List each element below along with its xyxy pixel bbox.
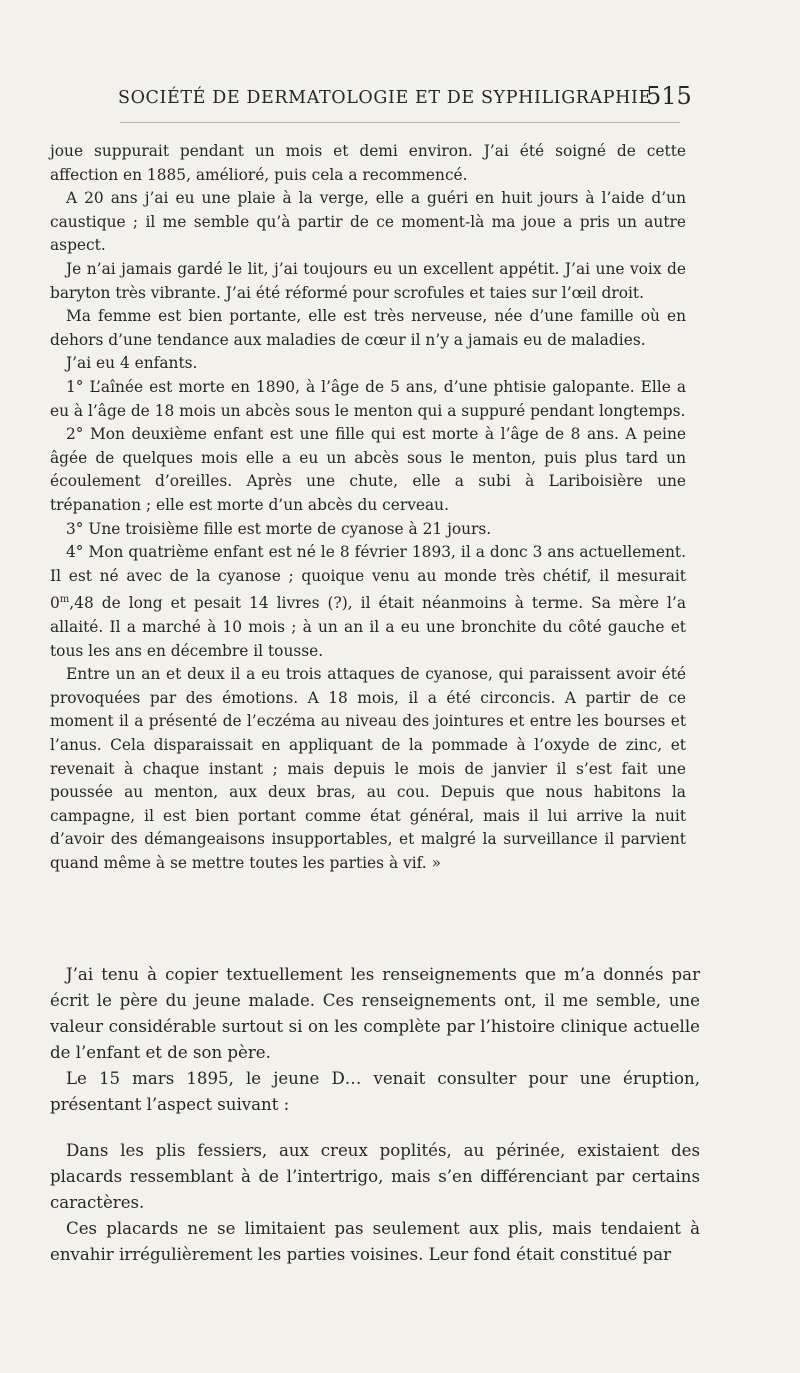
text-run: ,48 de long et pesait 14 livres (?), il était néanmoins à terme. Sa mère l’a allaité. Il a marché à 10 mois ; à un an il a eu une bronchite du côté gauche et tous les ans en décembre il tousse. [50, 594, 686, 660]
page-number: 515 [646, 82, 692, 110]
paragraph: Je n’ai jamais gardé le lit, j’ai toujours eu un excellent appétit. J’ai une voix de baryton très vibrante. J’ai été réformé pour scrofules et taies sur l’œil droit. [50, 259, 686, 302]
unit-superscript: m [59, 594, 70, 606]
paragraph: 3° Une troisième fille est morte de cyanose à 21 jours. [66, 519, 492, 538]
paragraph: Entre un an et deux il a eu trois attaques de cyanose, qui paraissent avoir été provoquées par des émotions. A 18 mois, il a été circoncis. A partir de ce moment il a présenté de l’eczéma au niveau des jointures et entre les bourses et l’anus. Cela disparaissait en appliquant de la pommade à l’oxyde de zinc, et revenait à chaque instant ; mais depuis le mois de janvier il s’est fait une poussée au menton, aux deux bras, au cou. Depuis que nous habitons la campagne, il est bien portant comme état général, mais il lui arrive la nuit d’avoir des démangeaisons insupportables, et malgré la surveillance il parvient quand même à se mettre toutes les parties à vif. » [50, 665, 686, 872]
quoted-letter [50, 140, 686, 876]
running-title: SOCIÉTÉ DE DERMATOLOGIE ET DE SYPHILIGRAPHIE [118, 88, 652, 108]
header-rule [120, 122, 680, 123]
text-run: 4° Mon quatrième enfant est né le 8 février 1893, il a donc 3 ans actuellement. Il est né avec de la cyanose ; quoique venu au monde très chétif, il mesurait 0 [50, 543, 686, 613]
paragraph: J’ai eu 4 enfants. [66, 354, 198, 373]
paragraph: Le 15 mars 1895, le jeune D… venait consulter pour une éruption, présentant l’aspect suivant : [50, 1069, 700, 1114]
paragraph: Dans les plis fessiers, aux creux poplités, au périnée, existaient des placards ressemblant à de l’intertrigo, mais s’en différenciant par certains caractères. [50, 1141, 700, 1212]
page-header [0, 82, 800, 114]
paragraph: Ma femme est bien portante, elle est très nerveuse, née d’une famille où en dehors d’une tendance aux maladies de cœur il n’y a jamais eu de maladies. [50, 307, 686, 349]
paragraph: Ces placards ne se limitaient pas seulement aux plis, mais tendaient à envahir irrégulièrement les parties voisines. Leur fond était constitué par [50, 1219, 700, 1264]
paragraph: J’ai tenu à copier textuellement les renseignements que m’a donnés par écrit le père du jeune malade. Ces renseignements ont, il me semble, une valeur considérable surtout si on les complète par l’histoire clinique actuelle de l’enfant et de son père. [50, 965, 700, 1062]
paragraph: 1° L’aînée est morte en 1890, à l’âge de 5 ans, d’une phtisie galopante. Elle a eu à l’âge de 18 mois un abcès sous le menton qui a suppuré pendant longtemps. [50, 377, 686, 420]
narrative-text [50, 962, 700, 1268]
paragraph-fourth-child [50, 541, 686, 663]
paragraph: A 20 ans j’ai eu une plaie à la verge, elle a guéri en huit jours à l’aide d’un caustique ; il me semble qu’à partir de ce moment-là ma joue a pris un autre aspect. [50, 189, 686, 255]
paragraph: 2° Mon deuxième enfant est une fille qui est morte à l’âge de 8 ans. A peine âgée de quelques mois elle a eu un abcès sous le menton, puis plus tard un écoulement d’oreilles. Après une chute, elle a subi à Lariboisière une trépanation ; elle est morte d’un abcès du cerveau. [50, 425, 686, 514]
paragraph: joue suppurait pendant un mois et demi environ. J’ai été soigné de cette affection en 1885, amélioré, puis cela a recommencé. [50, 142, 686, 184]
